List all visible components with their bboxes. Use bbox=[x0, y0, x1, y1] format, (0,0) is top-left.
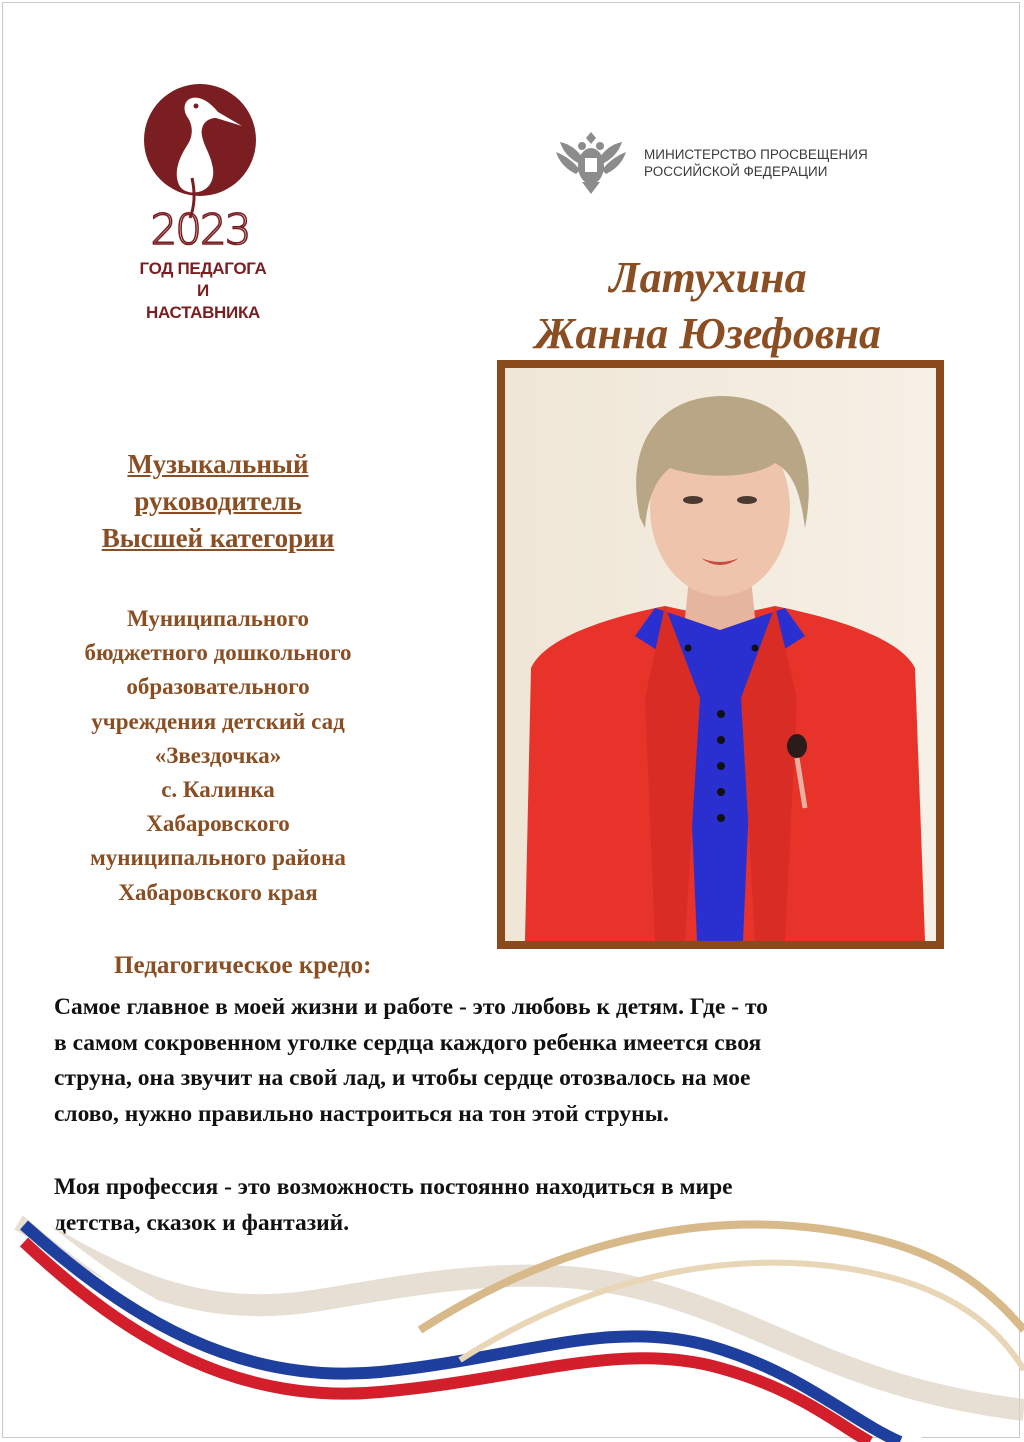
person-given-names: Жанна Юзефовна bbox=[535, 309, 881, 358]
institution-line: муниципального района bbox=[90, 845, 346, 871]
position-line1: Музыкальный bbox=[127, 449, 309, 479]
portrait-photo-frame bbox=[497, 360, 944, 949]
institution-line: Хабаровского края bbox=[118, 879, 318, 905]
institution-line: Муниципального bbox=[126, 606, 310, 631]
institution-line: учреждения детский сад bbox=[91, 708, 345, 734]
institution-line: «Звездочка» bbox=[154, 742, 282, 768]
institution-line: Хабаровского bbox=[146, 811, 290, 837]
double-headed-eagle-icon bbox=[552, 124, 630, 196]
institution-line: с. Калинка bbox=[161, 777, 275, 803]
credo-title: Педагогическое кредо: bbox=[114, 952, 372, 979]
ministry-name bbox=[644, 146, 944, 180]
institution-name bbox=[20, 602, 416, 910]
year-logo-caption bbox=[138, 258, 268, 324]
credo-line: в самом сокровенном уголке сердца каждого ребенка имеется своя bbox=[54, 1029, 762, 1056]
credo-line: Самое главное в моей жизни и работе - это любовь к детям. Где - то bbox=[54, 994, 768, 1020]
portrait-photo bbox=[505, 368, 936, 941]
tricolor-swoosh-decoration bbox=[0, 1180, 1024, 1442]
position-line3: Высшей категории bbox=[101, 523, 335, 553]
credo-paragraph-1 bbox=[54, 990, 1014, 1132]
credo-line: струна, она звучит на свой лад, и чтобы сердце отозвалось на мое bbox=[54, 1065, 751, 1091]
credo-line: слово, нужно правильно настроиться на тон этой струны. bbox=[54, 1100, 669, 1127]
pelican-icon bbox=[130, 78, 270, 258]
position-line2: руководитель bbox=[134, 486, 302, 516]
institution-line: образовательного bbox=[126, 674, 310, 700]
credo-line: Моя профессия - это возможность постоянно находиться в мире bbox=[54, 1174, 733, 1200]
person-name bbox=[496, 250, 920, 362]
year-caption-line1: ГОД ПЕДАГОГА bbox=[139, 259, 267, 278]
year-number: 2023 bbox=[150, 205, 250, 254]
year-caption-line2: И НАСТАВНИКА bbox=[146, 281, 260, 322]
institution-line: бюджетного дошкольного bbox=[84, 640, 352, 666]
person-surname: Латухина bbox=[609, 253, 807, 302]
position-title bbox=[28, 446, 408, 557]
ministry-line1: МИНИСТЕРСТВО ПРОСВЕЩЕНИЯ bbox=[644, 147, 868, 162]
ministry-line2: РОССИЙСКОЙ ФЕДЕРАЦИИ bbox=[644, 164, 828, 179]
credo-line: детства, сказок и фантазий. bbox=[54, 1209, 350, 1236]
